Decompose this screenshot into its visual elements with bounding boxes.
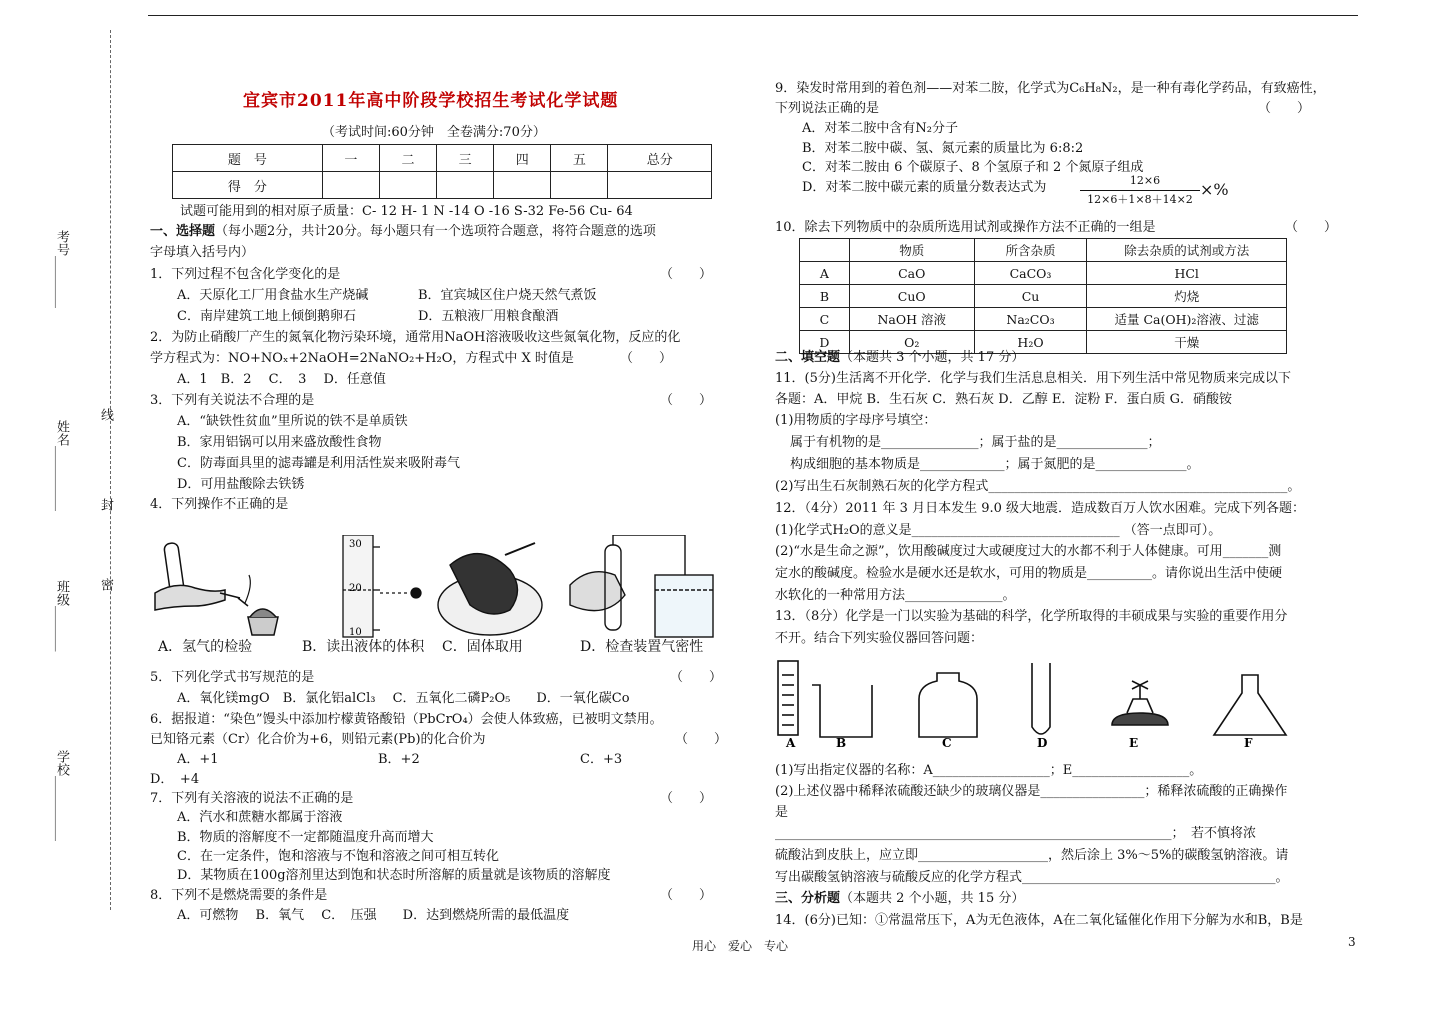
q13-line-5: 是 xyxy=(775,805,789,820)
q13-line-1: 13．（8分）化学是一门以实验为基础的科学，化学所取得的丰硕成果与实验的重要作用分 xyxy=(775,609,1288,624)
label-f: F xyxy=(1244,736,1253,750)
q5-answer-paren[interactable]: （ ） xyxy=(670,670,723,685)
q1-option-a: A．天原化工厂用食盐水生产烧碱 xyxy=(177,288,369,303)
q6-stem-2: 已知铬元素（Cr）化合价为+6，则铅元素(Pb)的化合价为 xyxy=(150,732,486,747)
table-cell: 干燥 xyxy=(1087,331,1287,354)
q10-header-cell: 除去杂质的试剂或方法 xyxy=(1087,239,1287,262)
q5-options: A．氧化镁mgO B．氯化铝alCl₃ C．五氧化二磷P₂O₅ D．一氧化碳Co xyxy=(177,691,630,706)
table-cell: O₂ xyxy=(849,331,974,354)
table-cell: H₂O xyxy=(974,331,1087,354)
table-cell: D xyxy=(800,331,850,354)
hydrogen-test-figure xyxy=(155,542,278,635)
q9-fraction-tail: ×% xyxy=(1200,180,1229,199)
score-cell[interactable] xyxy=(608,172,712,199)
q7-option-b: B．物质的溶解度不一定都随温度升高而增大 xyxy=(177,830,434,845)
seal-char-mi: 密 xyxy=(98,578,113,591)
q2-stem-1: 2．为防止硝酸厂产生的氮氧化物污染环境，通常用NaOH溶液吸收这些氮氧化物，反应的化 xyxy=(150,330,681,345)
cylinder-icon xyxy=(778,661,798,735)
label-c: C xyxy=(942,736,952,750)
q8-options: A．可燃物 B．氧气 C． 压强 D．达到燃烧所需的最低温度 xyxy=(177,908,570,923)
table-cell: A xyxy=(800,262,850,285)
q2-stem-2: 学方程式为：NO+NOₓ+2NaOH=2NaNO₂+H₂O，方程式中 X 时值是 xyxy=(150,351,574,366)
name-label: 姓名__________ xyxy=(54,420,69,511)
alcohol-lamp-icon xyxy=(1112,713,1168,725)
q6-option-b: B．+2 xyxy=(378,752,420,767)
table-cell: HCl xyxy=(1087,262,1287,285)
q10-table xyxy=(799,238,1287,354)
q1-answer-paren[interactable]: （ ） xyxy=(660,267,713,282)
exam-info: （考试时间:60分钟 全卷满分:70分） xyxy=(322,125,546,140)
atomic-mass-line: 试题可能用到的相对原子质量：C- 12 H- 1 N -14 O -16 S-32 Fe-56 Cu- 64 xyxy=(180,204,633,219)
cylinder-mark-mid: 20 xyxy=(349,583,362,594)
q1-option-d: D．五粮液厂用粮食酿酒 xyxy=(418,309,559,324)
q9-answer-paren[interactable]: （ ） xyxy=(1258,101,1311,116)
conical-flask-icon xyxy=(1214,675,1286,735)
section1-instructions-2: 字母填入括号内） xyxy=(150,245,255,260)
exam-number-label: 考号________ xyxy=(54,230,69,308)
q13-line-7[interactable]: 硫酸沾到皮肤上，应立即____________________，然后涂上 3%～5%的碳酸氢钠溶液。请 xyxy=(775,848,1289,863)
q1-option-b: B．宜宾城区住户烧天然气煮饭 xyxy=(418,288,597,303)
score-head: 题 号 xyxy=(173,145,323,172)
q10-stem: 10．除去下列物质中的杂质所选用试剂或操作方法不正确的一组是 xyxy=(775,220,1156,235)
q13-line-8[interactable]: 写出碳酸氢钠溶液与硫酸反应的化学方程式_______________________________________。 xyxy=(775,870,1289,885)
label-d: D xyxy=(1037,736,1048,750)
label-b: B xyxy=(836,736,847,750)
score-cell[interactable] xyxy=(379,172,436,199)
q3-option-c: C．防毒面具里的滤毒罐是利用活性炭来吸附毒气 xyxy=(177,456,460,471)
q10-header-cell: 所含杂质 xyxy=(974,239,1087,262)
q11-line-4[interactable]: 属于有机物的是_______________；属于盐的是______________； xyxy=(790,435,1161,450)
table-row xyxy=(800,262,1287,285)
beaker-icon xyxy=(812,685,872,737)
table-cell: B xyxy=(800,285,850,308)
q13-line-3[interactable]: (1)写出指定仪器的名称：A__________________；E__________________。 xyxy=(775,763,1203,778)
section2-instructions: （本题共 3 个小题，共 17 分） xyxy=(840,350,1025,365)
q2-answer-paren[interactable]: （ ） xyxy=(620,351,673,366)
score-head: 一 xyxy=(322,145,379,172)
section1-instructions: （每小题2分，共计20分。每小题只有一个选项符合题意，将符合题意的选项 xyxy=(215,224,656,239)
q9-option-d: D．对苯二胺中碳元素的质量分数表达式为 xyxy=(802,180,1047,195)
score-cell[interactable] xyxy=(551,172,608,199)
binding-line xyxy=(110,30,111,910)
cylinder-mark-top: 30 xyxy=(349,539,362,550)
q6-option-d: D． +4 xyxy=(150,772,200,787)
q12-line-2[interactable]: (1)化学式H₂O的意义是________________________________ （答一点即可）。 xyxy=(775,523,1222,538)
section1-heading: 一、选择题 xyxy=(150,224,216,239)
section3-heading: 三、分析题 xyxy=(775,891,841,906)
seal-char-xian: 线 xyxy=(98,408,113,421)
q12-line-1: 12．（4分）2011 年 3 月日本发生 9.0 级大地震．造成数百万人饮水困难。完成下列各题： xyxy=(775,501,1306,516)
score-cell[interactable] xyxy=(494,172,551,199)
page-number: 3 xyxy=(1348,935,1356,949)
q9-stem-1: 9．染发时常用到的着色剂——对苯二胺，化学式为C₆H₈N₂，是一种有毒化学药品，有致癌性， xyxy=(775,81,1326,96)
table-cell: CaO xyxy=(849,262,974,285)
bottle-icon xyxy=(919,673,977,737)
class-label: 班级_______ xyxy=(54,580,69,652)
score-head: 四 xyxy=(494,145,551,172)
q11-line-5[interactable]: 构成细胞的基本物质是_____________；属于氮肥的是______________。 xyxy=(790,457,1200,472)
q13-line-4[interactable]: (2)上述仪器中稀释浓硫酸还缺少的玻璃仪器是________________；稀释浓硫酸的正确操作 xyxy=(775,784,1288,799)
section2-heading: 二、填空题 xyxy=(775,350,841,365)
table-cell: CaCO₃ xyxy=(974,262,1087,285)
q9-option-c: C．对苯二胺由 6 个碳原子、8 个氢原子和 2 个氮原子组成 xyxy=(802,160,1144,175)
school-label: 学校__________ xyxy=(54,750,69,841)
label-e: E xyxy=(1129,736,1139,750)
q9-stem-2: 下列说法正确的是 xyxy=(775,101,880,116)
score-head: 总分 xyxy=(608,145,712,172)
q11-line-1: 11．(5分)生活离不开化学．化学与我们生活息息相关．用下列生活中常见物质来完成以下 xyxy=(775,371,1291,386)
seal-char-feng: 封 xyxy=(98,498,113,511)
q12-line-4[interactable]: 定水的酸碱度。检验水是硬水还是软水，可用的物质是__________。请你说出生活中使硬 xyxy=(775,566,1283,581)
table-cell: C xyxy=(800,308,850,331)
q6-answer-paren[interactable]: （ ） xyxy=(675,732,728,747)
q8-stem: 8．下列不是燃烧需要的条件是 xyxy=(150,888,328,903)
q6-option-c: C．+3 xyxy=(580,752,623,767)
score-head: 五 xyxy=(551,145,608,172)
test-tube-icon xyxy=(1032,663,1050,734)
table-cell: Cu xyxy=(974,285,1087,308)
section3-instructions: （本题共 2 个小题，共 15 分） xyxy=(840,891,1025,906)
table-row xyxy=(800,308,1287,331)
score-cell[interactable] xyxy=(437,172,494,199)
solid-taking-figure xyxy=(438,543,542,635)
q1-option-c: C．南岸建筑工地上倾倒鹅卵石 xyxy=(177,309,356,324)
q1-stem: 1．下列过程不包含化学变化的是 xyxy=(150,267,341,282)
q4-caption-d: D．检查装置气密性 xyxy=(580,639,704,655)
q10-header-cell xyxy=(800,239,850,262)
q4-stem: 4．下列操作不正确的是 xyxy=(150,497,289,512)
q7-stem: 7．下列有关溶液的说法不正确的是 xyxy=(150,791,354,806)
q8-answer-paren[interactable]: （ ） xyxy=(660,888,713,903)
airtightness-figure xyxy=(570,535,713,637)
q3-answer-paren[interactable]: （ ） xyxy=(660,393,713,408)
cylinder-mark-bottom: 10 xyxy=(349,627,362,638)
q2-options: A．1 B．2 C． 3 D．任意值 xyxy=(177,372,386,387)
score-head: 三 xyxy=(437,145,494,172)
q9-fraction-numerator: 12×6 xyxy=(1129,174,1161,187)
q4-caption-a: A．氢气的检验 xyxy=(158,639,253,655)
label-a: A xyxy=(786,736,796,750)
q10-header-cell: 物质 xyxy=(849,239,974,262)
q3-option-a: A．“缺铁性贫血”里所说的铁不是单质铁 xyxy=(177,414,408,429)
q13-line-6[interactable]: _____________________________________________________________； 若不慎将浓 xyxy=(775,826,1257,841)
top-rule xyxy=(148,15,1358,16)
footer-text: 用心 爱心 专心 xyxy=(692,939,789,953)
q11-line-2: 各题：A．甲烷 B．生石灰 C．熟石灰 D．乙醇 E．淀粉 F．蛋白质 G．硝酸铵 xyxy=(775,392,1232,407)
q6-stem-1: 6．据报道：“染色”馒头中添加柠檬黄铬酸铅（PbCrO₄）会使人体致癌，已被明文禁用。 xyxy=(150,712,663,727)
q14-line-1: 14．(6分)已知：①常温常压下，A为无色液体，A在二氧化锰催化作用下分解为水和B，B是 xyxy=(775,913,1303,928)
table-cell: 适量 Ca(OH)₂溶液、过滤 xyxy=(1087,308,1287,331)
q12-line-5[interactable]: 水软化的一种常用方法_______________。 xyxy=(775,588,1016,603)
q7-option-c: C．在一定条件，饱和溶液与不饱和溶液之间可相互转化 xyxy=(177,849,499,864)
q11-line-6[interactable]: (2)写出生石灰制熟石灰的化学方程式______________________________________________。 xyxy=(775,479,1301,494)
table-cell: 灼烧 xyxy=(1087,285,1287,308)
q4-caption-c: C．固体取用 xyxy=(442,639,523,655)
q6-option-a: A．+1 xyxy=(177,752,219,767)
table-cell: NaOH 溶液 xyxy=(849,308,974,331)
q7-option-d: D．某物质在100g溶剂里达到饱和状态时所溶解的质量就是该物质的溶解度 xyxy=(177,868,611,883)
score-label: 得 分 xyxy=(173,172,323,199)
q13-apparatus xyxy=(772,655,1292,755)
q9-fraction-denominator: 12×6＋1×8＋14×2 xyxy=(1087,193,1193,206)
score-table xyxy=(172,144,712,199)
q3-option-b: B．家用铝锅可以用来盛放酸性食物 xyxy=(177,435,382,450)
q13-line-2: 不开。结合下列实验仪器回答问题： xyxy=(775,631,984,646)
table-row xyxy=(800,285,1287,308)
q4-caption-b: B．读出液体的体积 xyxy=(302,639,425,655)
table-cell: Na₂CO₃ xyxy=(974,308,1087,331)
q3-option-d: D．可用盐酸除去铁锈 xyxy=(177,477,305,492)
q10-answer-paren[interactable]: （ ） xyxy=(1285,220,1338,235)
table-cell: CuO xyxy=(849,285,974,308)
q11-line-3: (1)用物质的字母序号填空： xyxy=(775,413,937,428)
q5-stem: 5．下列化学式书写规范的是 xyxy=(150,670,315,685)
q9-option-a: A．对苯二胺中含有N₂分子 xyxy=(802,121,958,136)
q7-option-a: A．汽水和蔗糖水都属于溶液 xyxy=(177,810,343,825)
q9-option-b: B．对苯二胺中碳、氢、氮元素的质量比为 6:8:2 xyxy=(802,141,1084,156)
score-cell[interactable] xyxy=(322,172,379,199)
q3-stem: 3．下列有关说法不合理的是 xyxy=(150,393,315,408)
score-head: 二 xyxy=(379,145,436,172)
page-title: 宜宾市2011年高中阶段学校招生考试化学试题 xyxy=(243,91,619,111)
q12-line-3[interactable]: (2)“水是生命之源”，饮用酸碱度过大或硬度过大的水都不利于人体健康。可用_______测 xyxy=(775,544,1282,559)
q7-answer-paren[interactable]: （ ） xyxy=(660,791,713,806)
